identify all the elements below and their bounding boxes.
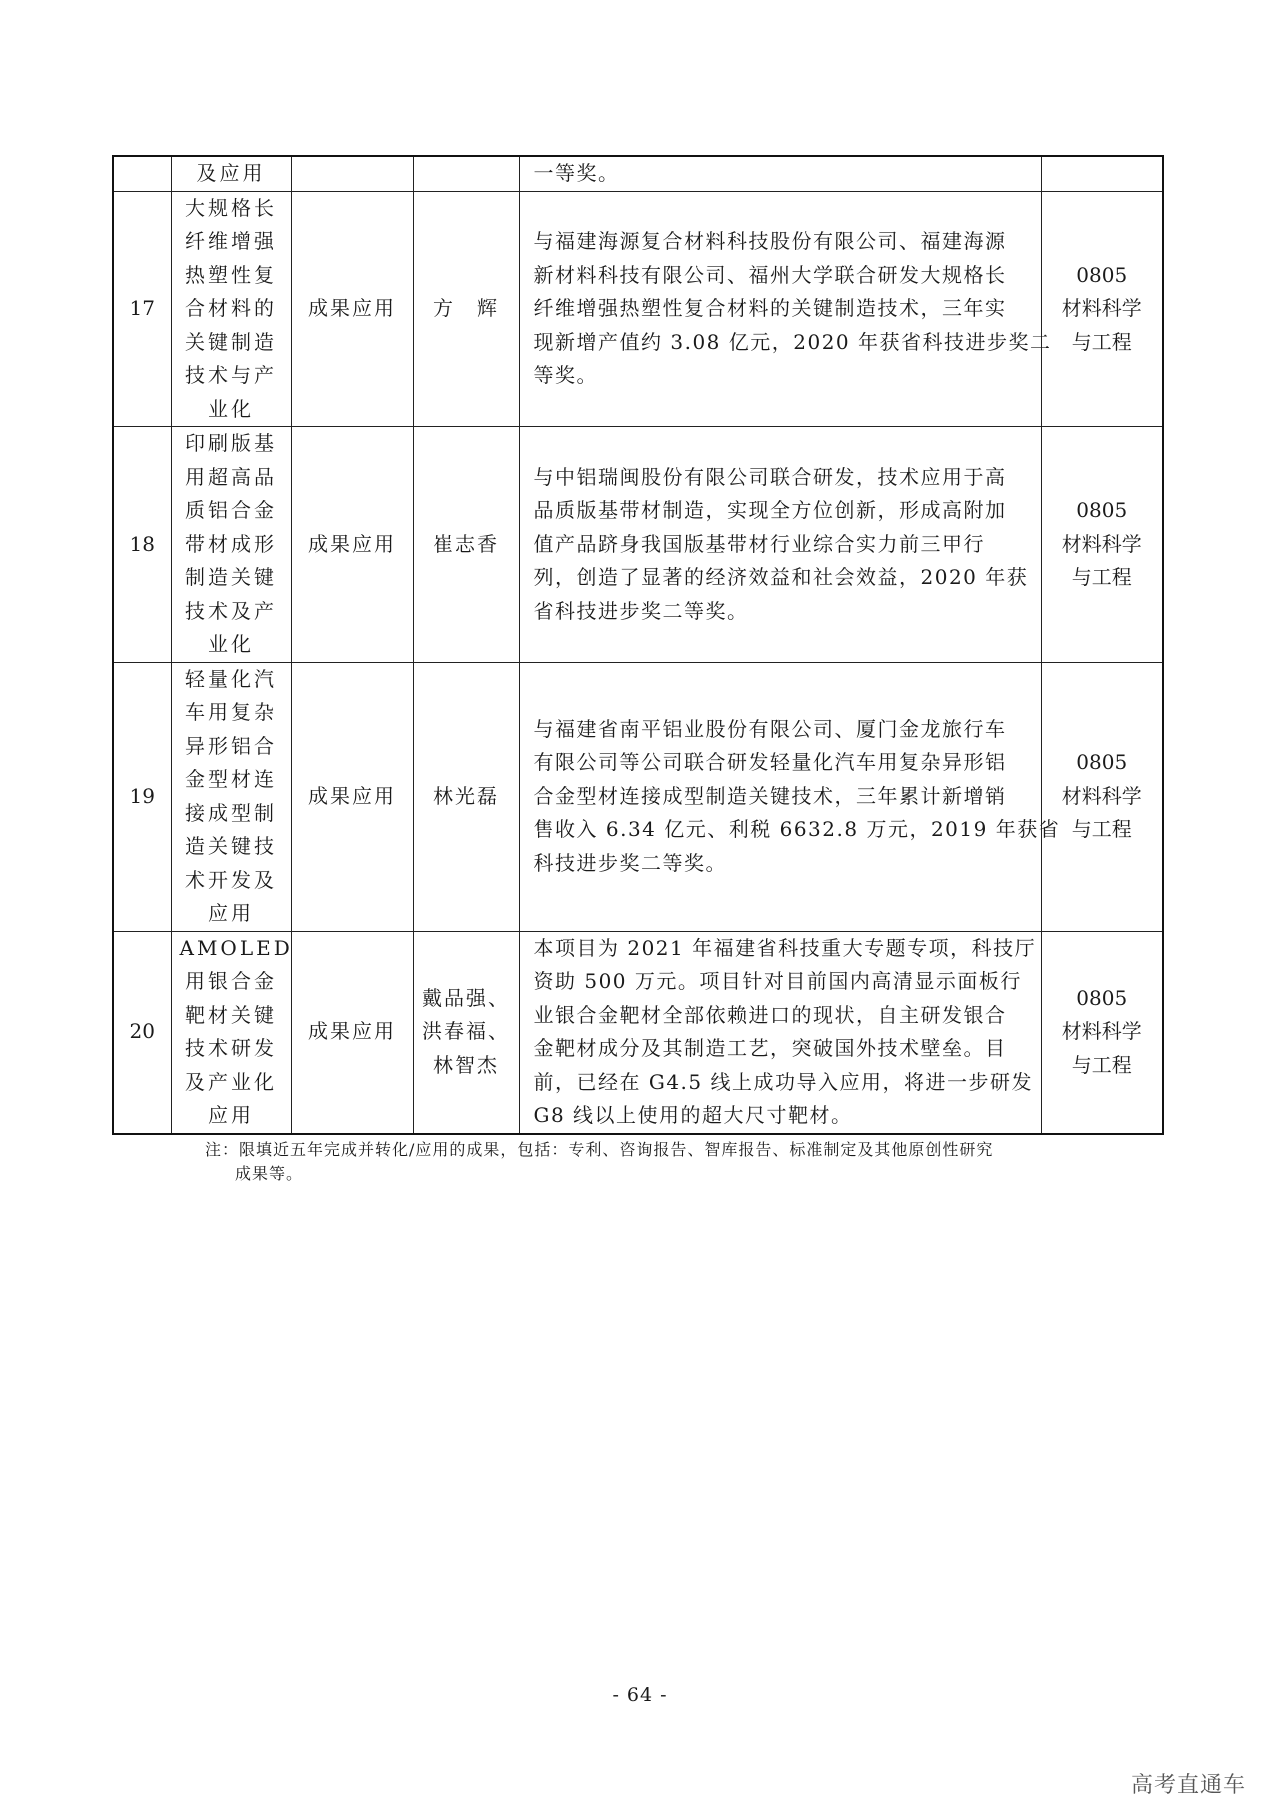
project-name-line: AMOLED [179,935,293,960]
table-row [113,427,1163,663]
discipline-line: 材料科学 [1061,783,1142,808]
discipline-line: 与工程 [1071,817,1132,842]
cell-person [413,662,519,931]
description-line: 售收入 6.34 亿元、利税 6632.8 万元，2019 年获省 [533,817,1061,842]
person-line: 方 辉 [433,296,499,320]
cell-project-name [171,931,291,1134]
footnote [205,1138,1105,1186]
project-name-line: 及应用 [196,161,266,185]
description-line: G8 线以上使用的超大尺寸靶材。 [533,1103,853,1127]
project-name-line: 技术研发 [185,1036,277,1060]
cell-type: 成果应用 [291,427,413,663]
cell-description [519,191,1052,427]
cell-number: 18 [113,427,171,663]
description-line: 列，创造了显著的经济效益和社会效益，2020 年获 [533,565,1029,589]
watermark-text: 高考直通车 [1130,1773,1246,1798]
discipline-line: 材料科学 [1061,531,1142,556]
cell-discipline [1041,662,1163,931]
cell-number [113,156,171,191]
project-name-line: 制造关键 [185,565,277,589]
discipline-line: 与工程 [1071,565,1132,589]
cell-project-name [171,191,291,427]
project-name-line: 纤维增强 [185,229,277,253]
project-name-line: 技术及产 [185,598,277,623]
description-line: 有限公司等公司联合研发轻量化汽车用复杂异形铝 [533,750,1007,775]
cell-discipline [1041,931,1163,1134]
project-name-line: 用超高品 [185,464,277,489]
project-name-line: 异形铝合 [185,733,277,758]
description-line: 金靶材成分及其制造工艺，突破国外技术壁垒。目 [533,1036,1007,1060]
cell-description [519,662,1061,931]
table-row [113,156,1163,191]
cell-type: 成果应用 [291,931,413,1134]
project-name-line: 大规格长 [185,195,277,220]
cell-type: 成果应用 [291,662,413,931]
discipline-line: 0805 [1076,750,1128,775]
cell-project-name [171,156,291,191]
person-line: 崔志香 [433,531,499,556]
cell-type [291,156,413,191]
description-line: 资助 500 万元。项目针对目前国内高清显示面板行 [533,969,1022,993]
achievement-table [112,155,1164,1135]
discipline-line: 0805 [1076,262,1128,287]
person-line: 林智杰 [433,1052,499,1077]
project-name-line: 接成型制 [185,800,277,825]
project-name-line: 业化 [208,396,254,421]
cell-description [519,427,1041,663]
discipline-line: 0805 [1076,498,1128,522]
discipline-line: 与工程 [1071,1052,1132,1077]
project-name-line: 带材成形 [185,531,277,556]
discipline-line: 材料科学 [1061,296,1142,320]
description-line: 等奖。 [533,363,598,387]
project-name-line: 及产业化 [185,1069,277,1094]
description-line: 业银合金靶材全部依赖进口的现状，自主研发银合 [533,1002,1007,1027]
person-line: 洪春福、 [422,1019,510,1044]
project-name-line: 造关键技 [185,834,277,858]
person-line: 林光磊 [433,783,499,808]
cell-discipline [1041,156,1163,191]
description-line: 与中铝瑞闽股份有限公司联合研发，技术应用于高 [533,464,1007,489]
cell-type: 成果应用 [291,191,413,427]
cell-description [519,156,1041,191]
description-line: 与福建省南平铝业股份有限公司、厦门金龙旅行车 [533,716,1007,741]
description-line: 一等奖。 [533,161,620,185]
project-name-line: 热塑性复 [185,262,277,287]
project-name-line: 轻量化汽 [185,666,277,691]
cell-number: 19 [113,662,171,931]
project-name-line: 印刷版基 [185,431,277,455]
cell-discipline [1041,427,1163,663]
description-line: 新材料科技有限公司、福州大学联合研发大规格长 [533,262,1007,287]
description-line: 现新增产值约 3.08 亿元，2020 年获省科技进步奖二 [533,329,1052,354]
project-name-line: 合材料的 [185,296,277,320]
table-row [113,662,1163,931]
description-line: 与福建海源复合材料科技股份有限公司、福建海源 [533,229,1007,253]
cell-person [413,156,519,191]
project-name-line: 车用复杂 [185,700,277,724]
cell-number: 20 [113,931,171,1134]
discipline-line: 0805 [1076,985,1128,1010]
table-row [113,931,1163,1134]
cell-discipline [1041,191,1163,427]
description-line: 纤维增强热塑性复合材料的关键制造技术，三年实 [533,296,1007,320]
project-name-line: 关键制造 [185,329,277,354]
project-name-line: 术开发及 [185,867,277,892]
cell-project-name [171,427,291,663]
cell-person [413,931,519,1134]
page-number: - 64 - [612,1684,668,1706]
description-line: 品质版基带材制造，实现全方位创新，形成高附加 [533,498,1007,522]
cell-person [413,191,519,427]
description-line: 前，已经在 G4.5 线上成功导入应用，将进一步研发 [533,1069,1033,1094]
discipline-line: 与工程 [1071,329,1132,354]
project-name-line: 靶材关键 [185,1002,277,1027]
table-body [113,156,1163,1134]
discipline-line: 材料科学 [1061,1019,1142,1044]
footnote-line-1: 注：限填近五年完成并转化/应用的成果，包括：专利、咨询报告、智库报告、标准制定及其他原创性研究 [205,1140,994,1159]
cell-description [519,931,1041,1134]
person-line: 戴品强、 [422,985,510,1010]
description-line: 值产品跻身我国版基带材行业综合实力前三甲行 [533,531,985,556]
project-name-line: 技术与产 [185,363,277,387]
description-line: 省科技进步奖二等奖。 [533,598,749,623]
project-name-line: 质铝合金 [185,498,277,522]
project-name-line: 用银合金 [185,969,277,993]
cell-number: 17 [113,191,171,427]
project-name-line: 应用 [208,901,254,925]
cell-project-name [171,662,291,931]
cell-person [413,427,519,663]
project-name-line: 应用 [208,1103,254,1127]
project-name-line: 金型材连 [185,767,277,791]
description-line: 本项目为 2021 年福建省科技重大专题专项，科技厅 [533,935,1037,960]
table-row [113,191,1163,427]
description-line: 合金型材连接成型制造关键技术，三年累计新增销 [533,783,1007,808]
footnote-line-2: 成果等。 [235,1164,304,1183]
description-line: 科技进步奖二等奖。 [533,850,727,875]
project-name-line: 业化 [208,632,254,656]
